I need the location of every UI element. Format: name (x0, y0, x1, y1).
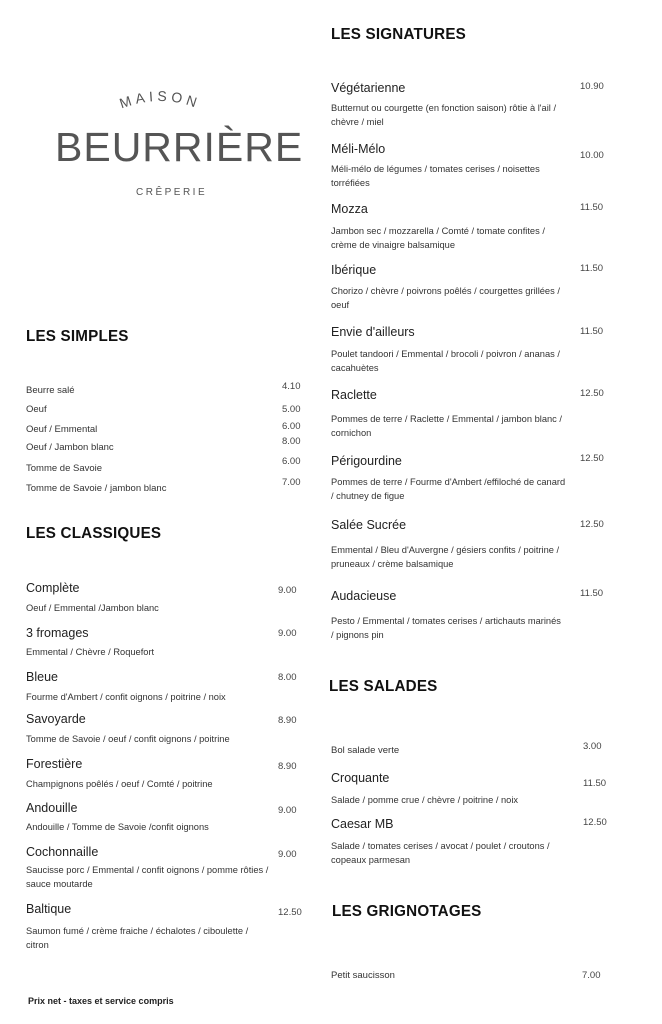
footer-note: Prix net - taxes et service compris (28, 996, 174, 1006)
logo-main-word: BEURRIÈRE (55, 124, 304, 170)
menu-item-name: Complète (26, 581, 80, 595)
menu-item-description: Pesto / Emmental / tomates cerises / artichauts marinés / pignons pin (331, 616, 561, 640)
menu-item-name: Bleue (26, 670, 58, 684)
menu-item-price: 9.00 (278, 805, 297, 816)
svg-text:MAISON: MAISON (117, 87, 203, 112)
menu-item-price: 6.00 (282, 456, 301, 467)
menu-item-description: Jambon sec / mozzarella / Comté / tomate confites / crème de vinaigre balsamique (331, 226, 545, 250)
menu-item-price: 10.00 (580, 150, 604, 161)
menu-item-name: Salée Sucrée (331, 518, 407, 532)
menu-item-description: Emmental / Bleu d'Auvergne / gésiers confits / poitrine / pruneaux / crème balsamique (331, 545, 560, 569)
menu-item-price: 11.50 (580, 202, 604, 213)
menu-item-description: Fourme d'Ambert / confit oignons / poitrine / noix (26, 692, 226, 702)
menu-item-price: 11.50 (580, 326, 604, 337)
menu-item-name: Méli-Mélo (331, 142, 386, 156)
menu-item-name: Forestière (26, 757, 83, 771)
menu-item-price: 8.00 (282, 436, 301, 447)
menu-item-description: Pommes de terre / Raclette / Emmental / jambon blanc / cornichon (331, 414, 562, 438)
logo-arc-text (100, 80, 220, 120)
section-title-signatures: LES SIGNATURES (331, 26, 466, 43)
menu-item-price: 6.00 (282, 421, 301, 432)
menu-item-name: Savoyarde (26, 712, 86, 726)
menu-item-price: 12.50 (580, 519, 604, 530)
menu-item-description: Chorizo / chèvre / poivrons poêlés / courgettes grillées / oeuf (331, 286, 560, 310)
menu-item-name: Oeuf / Jambon blanc (26, 442, 114, 453)
menu-item-name: Oeuf (26, 404, 47, 415)
menu-item-description: Salade / pomme crue / chèvre / poitrine / noix (331, 795, 519, 805)
section-title-grignotages: LES GRIGNOTAGES (332, 903, 482, 920)
menu-item-name: Croquante (331, 771, 390, 785)
menu-item-price: 5.00 (282, 404, 301, 415)
menu-item-name: Ibérique (331, 263, 377, 277)
menu-item-name: Andouille (26, 801, 78, 815)
menu-item-name: Bol salade verte (331, 745, 400, 756)
menu-item-name: Audacieuse (331, 589, 397, 603)
menu-item-price: 3.00 (583, 741, 602, 752)
menu-item-name: Périgourdine (331, 454, 402, 468)
menu-item-name: Cochonnaille (26, 845, 99, 859)
menu-item-description: Méli-mélo de légumes / tomates cerises / noisettes torréfiées (331, 164, 540, 188)
menu-item-name: 3 fromages (26, 626, 89, 640)
menu-item-name: Oeuf / Emmental (26, 424, 98, 435)
menu-item-description: Poulet tandoori / Emmental / brocoli / poivron / ananas / cacahuètes (331, 349, 560, 373)
menu-item-price: 10.90 (580, 81, 604, 92)
menu-item-name: Baltique (26, 902, 72, 916)
menu-item-name: Envie d'ailleurs (331, 325, 415, 339)
menu-item-price: 7.00 (282, 477, 301, 488)
menu-item-name: Végétarienne (331, 81, 406, 95)
menu-item-description: Butternut ou courgette (en fonction saison) rôtie à l'ail / chèvre / miel (331, 103, 557, 127)
section-title-classiques: LES CLASSIQUES (26, 525, 162, 542)
menu-item-price: 12.50 (278, 907, 302, 918)
menu-item-description: Emmental / Chèvre / Roquefort (26, 647, 155, 657)
menu-item-price: 11.50 (580, 263, 604, 274)
menu-item-name: Petit saucisson (331, 970, 395, 981)
menu-item-description: Salade / tomates cerises / avocat / poulet / croutons / copeaux parmesan (331, 841, 550, 865)
menu-item-price: 8.90 (278, 761, 297, 772)
menu-item-description: Andouille / Tomme de Savoie /confit oignons (26, 822, 209, 832)
menu-item-price: 7.00 (582, 970, 601, 981)
menu-item-price: 4.10 (282, 381, 301, 392)
menu-item-description: Tomme de Savoie / oeuf / confit oignons / poitrine (26, 734, 230, 744)
menu-item-price: 11.50 (583, 778, 607, 789)
menu-item-description: Champignons poêlés / oeuf / Comté / poitrine (26, 779, 213, 789)
menu-item-name: Raclette (331, 388, 377, 402)
menu-item-price: 8.00 (278, 672, 297, 683)
menu-item-name: Tomme de Savoie (26, 463, 103, 474)
menu-item-description: Pommes de terre / Fourme d'Ambert /effiloché de canard / chutney de figue (331, 477, 566, 501)
menu-item-price: 9.00 (278, 849, 297, 860)
menu-item-name: Tomme de Savoie / jambon blanc (26, 483, 167, 494)
menu-item-price: 9.00 (278, 585, 297, 596)
menu-item-price: 11.50 (580, 588, 604, 599)
menu-item-name: Caesar MB (331, 817, 394, 831)
menu-item-name: Mozza (331, 202, 368, 216)
menu-item-price: 12.50 (580, 453, 604, 464)
logo-sub-word: CRÊPERIE (136, 187, 208, 198)
menu-item-description: Saumon fumé / crème fraiche / échalotes / ciboulette / citron (26, 926, 249, 950)
menu-item-description: Oeuf / Emmental /Jambon blanc (26, 603, 159, 613)
menu-item-price: 12.50 (580, 388, 604, 399)
menu-item-name: Beurre salé (26, 385, 75, 396)
menu-item-description: Saucisse porc / Emmental / confit oignons / pomme rôties / sauce moutarde (26, 865, 269, 889)
menu-item-price: 8.90 (278, 715, 297, 726)
menu-item-price: 9.00 (278, 628, 297, 639)
section-title-simples: LES SIMPLES (26, 328, 129, 345)
menu-item-price: 12.50 (583, 817, 607, 828)
section-title-salades: LES SALADES (329, 678, 438, 695)
